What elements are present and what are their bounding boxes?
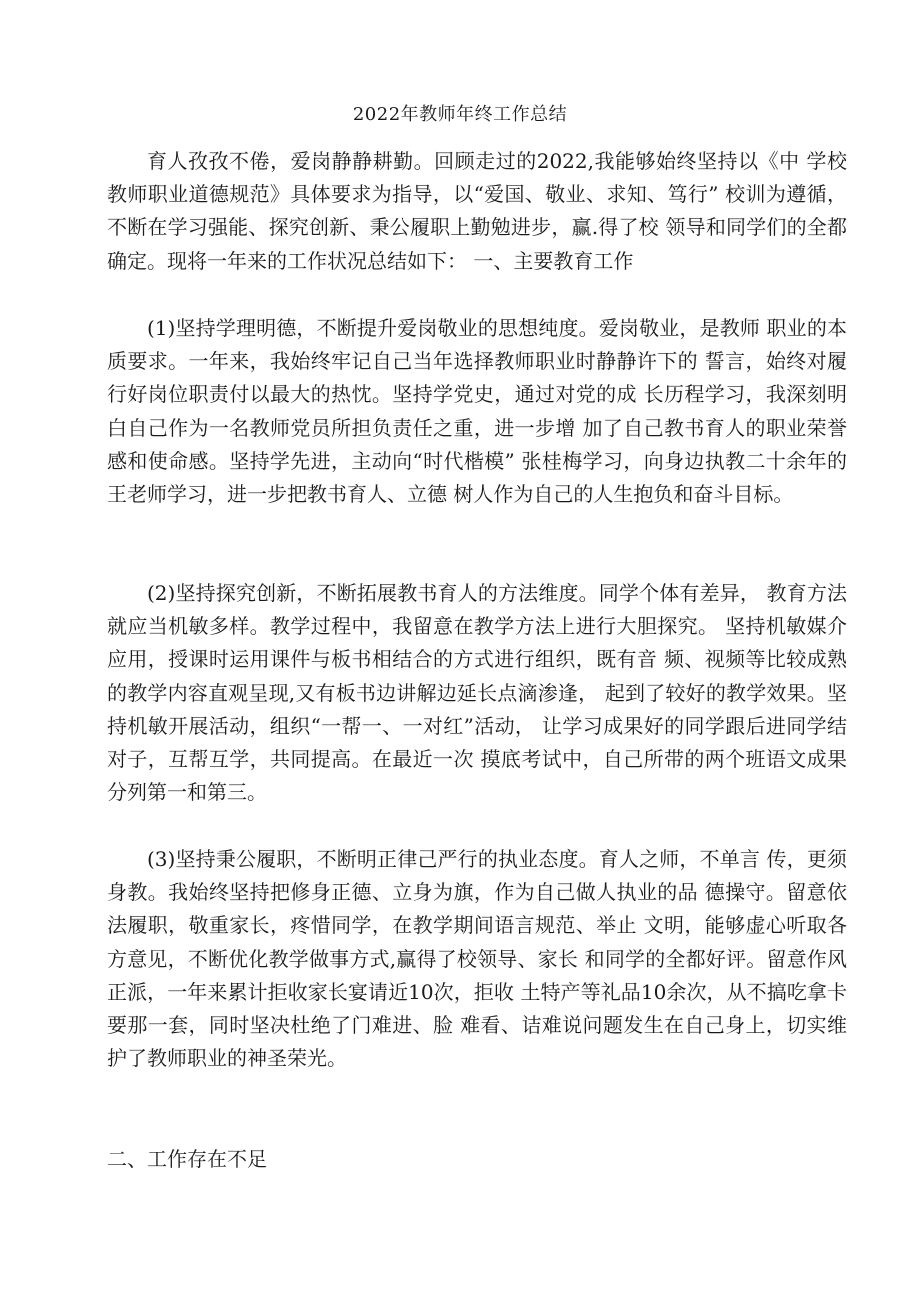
document-title: 2022年教师年终工作总结 [352,104,568,125]
paragraph-intro: 育人孜孜不倦，爱岗静静耕勤。回顾走过的2022,我能够始终坚持以《中 学校教师职业道德规范》具体要求为指导，以“爱国、敬业、求知、笃行” 校训为遵循，不断在学习强能、探究创新、秉公履职上勤勉进步，赢.得了校 领导和同学们的全都确定。现将一年来的工作状况总结如下： 一、主要教育工作 [107,149,847,273]
paragraph-item-1: (1)坚持学理明德，不断提升爱岗敬业的思想纯度。爱岗敬业，是教师 职业的本质要求。一年来，我始终牢记自己当年选择教师职业时静静许下的 誓言，始终对履行好岗位职责付以最大的热忱。坚持学党史，通过对党的成 长历程学习，我深刻明白自己作为一名教师党员所担负责任之重，进一步增 加了自己教书育人的职业荣誉感和使命感。坚持学先进，主动向“时代楷模” 张桂梅学习，向身边执教二十余年的王老师学习，进一步把教书育人、立德 树人作为自己的人生抱负和奋斗目标。 [107,316,847,507]
section-heading: 二、工作存在不足 [107,1147,267,1171]
paragraph-item-3: (3)坚持秉公履职，不断明正律己严行的执业态度。育人之师，不单言 传，更须身教。我始终坚持把修身正德、立身为旗，作为自己做人执业的品 德操守。留意依法履职，敬重家长，疼惜同学，在教学期间语言规范、举止 文明，能够虚心听取各方意见，不断优化教学做事方式,赢得了校领导、家长 和同学的全都好评。留意作风正派，一年来累计拒收家长宴请近10次，拒收 土特产等礼品10余次，从不搞吃拿卡要那一套，同时坚决杜绝了门难进、脸 难看、诘难说问题发生在自己身上，切实维护了教师职业的神圣荣光。 [107,847,847,1071]
paragraph-item-2: (2)坚持探究创新，不断拓展教书育人的方法维度。同学个体有差异， 教育方法就应当机敏多样。教学过程中，我留意在教学方法上进行大胆探究。 坚持机敏媒介应用，授课时运用课件与板书相结合的方式进行组织，既有音 频、视频等比较成熟的教学内容直观呈现,又有板书边讲解边延长点滴渗逢， 起到了较好的教学效果。坚持机敏开展活动，组织“一帮一、一对红”活动， 让学习成果好的同学跟后进同学结对子，互帮互学，共同提高。在最近一次 摸底考试中，自己所带的两个班语文成果分列第一和第三。 [107,581,847,805]
